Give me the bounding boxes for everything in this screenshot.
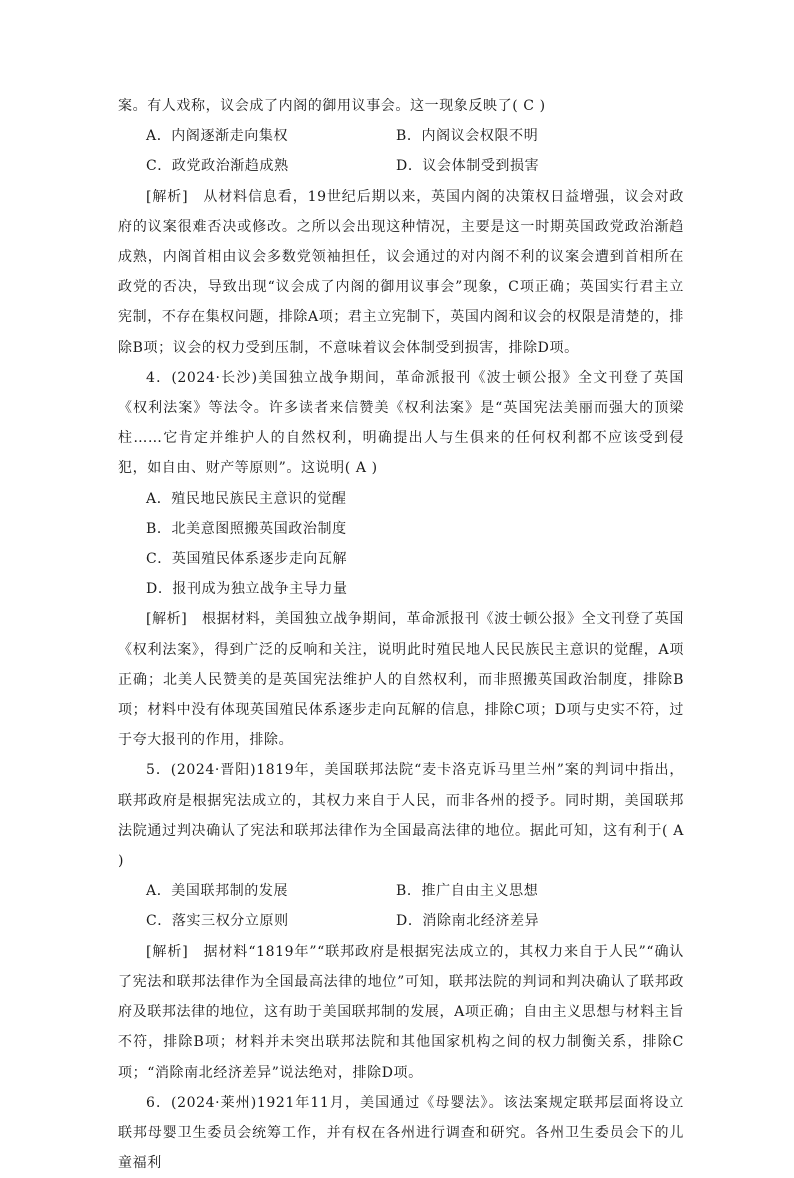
q4-option-d: D．报刊成为独立战争主导力量 [146,581,348,598]
q3-stem: 案。有人戏称，议会成了内阁的御用议事会。这一现象反映了( C ) [118,98,546,114]
q3-options-row-2 [118,151,684,181]
q4-option-a: A．殖民地民族民主意识的觉醒 [146,490,347,507]
q4-analysis: [解析] 根据材料，美国独立战争期间，革命派报刊《波士顿公报》全文刊登了英国《权利法案》，得到广泛的反响和关注，说明此时殖民地人民民族民主意识的觉醒，A项正确；北美人民赞美的是英国宪法维护人的自然权利，而非照搬英国政治制度，排除B项；材料中没有体现英国殖民体系逐步走向瓦解的信息，排除C项；D项与史实不符，过于夸大报刊的作用，排除。 [118,611,684,749]
q4-option-b: B．北美意图照搬英国政治制度 [146,520,347,537]
q5-option-a: A．美国联邦制的发展 [146,883,289,900]
q5-stem: 5．(2024·晋阳)1819年，美国联邦法院“麦卡洛克诉马里兰州”案的判词中指出，联邦政府是根据宪法成立的，其权力来自于人民，而非各州的授予。同时期，美国联邦法院通过判决确认了宪法和联邦法律作为全国最高法律的地位。据此可知，这有利于( A ) [118,762,684,870]
q3-option-a: A．内阁逐渐走向集权 [146,128,289,145]
document-body [118,91,684,1178]
q4-stem: 4．(2024·长沙)美国独立战争期间，革命派报刊《波士顿公报》全文刊登了英国《权利法案》等法令。许多读者来信赞美《权利法案》是“英国宪法美丽而强大的顶梁柱……它肯定并维护人的自然权利，明确提出人与生俱来的任何权利都不应该受到侵犯，如自由、财产等原则”。这说明( A ) [118,369,684,477]
q4-option-c: C．英国殖民体系逐步走向瓦解 [146,551,348,568]
q3-analysis: [解析] 从材料信息看，19世纪后期以来，英国内阁的决策权日益增强，议会对政府的议案很难否决或修改。之所以会出现这种情况，主要是这一时期英国政党政治渐趋成熟，内阁首相由议会多数党领袖担任，议会通过的对内阁不利的议案会遭到首相所在政党的否决，导致出现“议会成了内阁的御用议事会”现象，C项正确；英国实行君主立宪制，不存在集权问题，排除A项；君主立宪制下，英国内阁和议会的权限是清楚的，排除B项；议会的权力受到压制，不意味着议会体制受到损害，排除D项。 [118,188,684,356]
q6-stem: 6．(2024·莱州)1921年11月，美国通过《母婴法》。该法案规定联邦层面将设立联邦母婴卫生委员会统筹工作，并有权在各州进行调查和研究。各州卫生委员会下的儿童福利 [118,1094,684,1172]
q5-analysis: [解析] 据材料“1819年”“联邦政府是根据宪法成立的，其权力来自于人民”“确认了宪法和联邦法律作为全国最高法律的地位”可知，联邦法院的判词和判决确认了联邦政府及联邦法律的地位，这有助于美国联邦制的发展，A项正确；自由主义思想与材料主旨不符，排除B项；材料并未突出联邦法院和其他国家机构之间的权力制衡关系，排除C项；“消除南北经济差异”说法绝对，排除D项。 [118,943,684,1081]
q3-options-row-1 [118,121,684,151]
q5-option-d: D．消除南北经济差异 [396,913,540,930]
q5-options-row-2 [118,906,684,936]
q3-option-c: C．政党政治渐趋成熟 [146,158,289,175]
q5-options-row-1 [118,876,684,906]
q3-option-d: D．议会体制受到损害 [396,158,540,175]
q5-option-b: B．推广自由主义思想 [396,883,539,900]
q3-option-b: B．内阁议会权限不明 [396,128,539,145]
q5-option-c: C．落实三权分立原则 [146,913,289,930]
